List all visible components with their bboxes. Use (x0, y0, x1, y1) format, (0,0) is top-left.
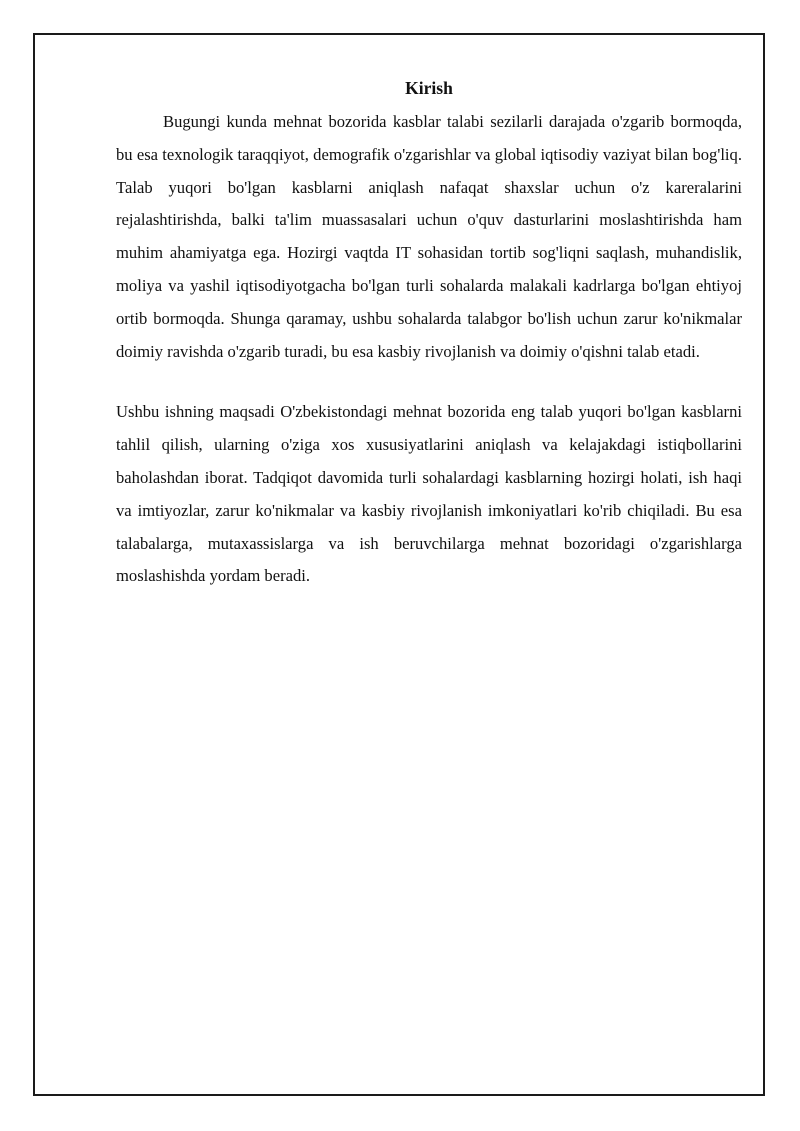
document-body (116, 76, 742, 593)
paragraph-aim: Ushbu ishning maqsadi O'zbekistondagi mehnat bozorida eng talab yuqori bo'lgan kasblarni tahlil qilish, ularning o'ziga xos xususiyatlarini aniqlash va kelajakdagi istiqbollarini baholashdan iborat. Tadqiqot davomida turli sohalardagi kasblarning hozirgi holati, ish haqi va imtiyozlar, zarur ko'nikmalar va kasbiy rivojlanish imkoniyatlari ko'rib chiqiladi. Bu esa talabalarga, mutaxassislarga va ish beruvchilarga mehnat bozoridagi o'zgarishlarga moslashishda yordam beradi. (116, 402, 742, 586)
section-title: Kirish (405, 78, 453, 98)
paragraph-intro: Bugungi kunda mehnat bozorida kasblar talabi sezilarli darajada o'zgarib bormoqda, bu esa texnologik taraqqiyot, demografik o'zgarishlar va global iqtisodiy vaziyat bilan bog'liq. Talab yuqori bo'lgan kasblarni aniqlash nafaqat shaxslar uchun o'z kareralarini rejalashtirishda, balki ta'lim muassasalari uchun o'quv dasturlarini moslashtirishda ham muhim ahamiyatga ega. Hozirgi vaqtda IT sohasidan tortib sog'liqni saqlash, muhandislik, moliya va yashil iqtisodiyotgacha bo'lgan turli sohalarda malakali kadrlarga bo'lgan ehtiyoj ortib bormoqda. Shunga qaramay, ushbu sohalarda talabgor bo'lish uchun zarur ko'nikmalar doimiy ravishda o'zgarib turadi, bu esa kasbiy rivojlanish va doimiy o'qishni talab etadi. (116, 112, 742, 361)
